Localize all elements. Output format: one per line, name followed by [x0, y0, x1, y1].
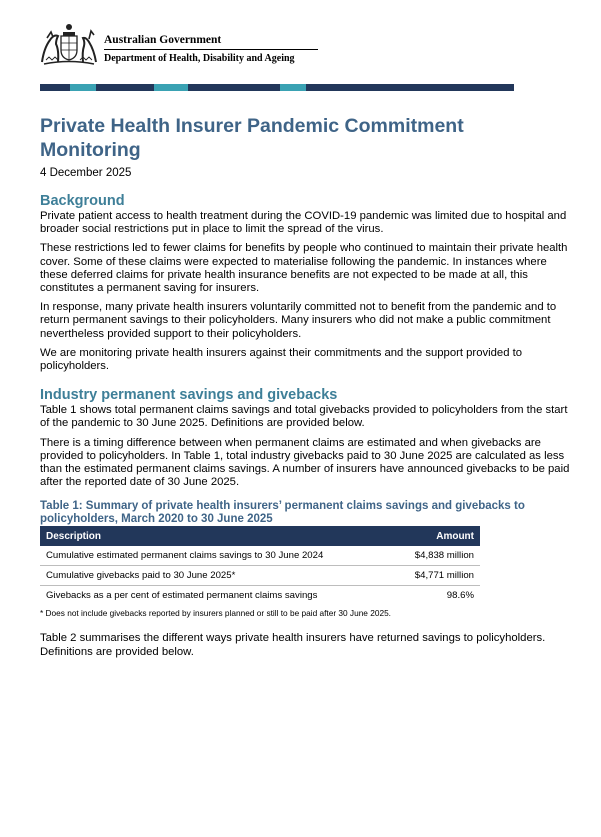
summary-table [40, 526, 480, 605]
paragraph: In response, many private health insurers voluntarily committed not to benefit from the pandemic and to return permanent savings to their policyholders. Many insurers who did not make a public commitment nevertheless provided support to their policyholders. [40, 301, 557, 340]
page-title: Private Health Insurer Pandemic Commitment Monitoring [40, 115, 464, 161]
paragraph: Table 1 shows total permanent claims savings and total givebacks provided to policyholders from the start of the pandemic to 30 June 2025. Definitions are provided below. [40, 404, 568, 430]
row-amount: $4,771 million [393, 566, 480, 586]
column-header-amount: Amount [393, 526, 480, 546]
government-branding [104, 33, 318, 65]
row-amount: $4,838 million [393, 546, 480, 566]
header-color-stripe [40, 84, 514, 91]
paragraph: There is a timing difference between when permanent claims are estimated and when givebacks are provided to policyholders. In Table 1, total industry givebacks paid to 30 June 2025 are calculated as less than the estimated permanent claims savings. A number of insurers have announced givebacks to be paid after the reported date of 30 June 2025. [40, 436, 570, 489]
stripe-segment [154, 84, 188, 91]
row-amount: 98.6% [446, 590, 474, 602]
table-row [40, 566, 480, 586]
paragraph: Private patient access to health treatment during the COVID-19 pandemic was limited due to hospital and broader social restrictions put in place to limit the spread of the virus. [40, 210, 567, 236]
table-header-row [40, 526, 480, 546]
row-description: Cumulative givebacks paid to 30 June 2025* [40, 566, 393, 586]
table-row [40, 586, 480, 606]
coat-of-arms-icon [38, 22, 100, 66]
stripe-segment [96, 84, 154, 91]
branding-divider [104, 49, 318, 50]
department-name: Department of Health, Disability and Ageing [104, 53, 295, 64]
paragraph: We are monitoring private health insurers against their commitments and the support provided to policyholders. [40, 346, 523, 373]
document-body [40, 193, 570, 665]
section-heading-background: Background [40, 193, 125, 209]
stripe-segment [70, 84, 96, 91]
row-description: Cumulative estimated permanent claims savings to 30 June 2024 [40, 546, 393, 566]
stripe-segment [40, 84, 70, 91]
paragraph: These restrictions led to fewer claims for benefits by people who continued to maintain their private health cover. Some of these claims were expected to materialise following the pandemic. In instances where these deferred claims for private health insurance benefits are not expected to be made at all, this constitutes a permanent saving for insurers. [40, 242, 568, 295]
stripe-segment [280, 84, 306, 91]
stripe-segment [306, 84, 514, 91]
document-date: 4 December 2025 [40, 167, 132, 179]
table-footnote: * Does not include givebacks reported by insurers planned or still to be paid after 30 June 2025. [40, 608, 391, 619]
column-header-description: Description [40, 526, 393, 546]
row-description: Givebacks as a per cent of estimated permanent claims savings [46, 590, 318, 602]
section-heading-savings: Industry permanent savings and givebacks [40, 387, 338, 404]
paragraph: Table 2 summarises the different ways private health insurers have returned savings to policyholders. Definitions are provided below. [40, 632, 546, 658]
table-caption: Table 1: Summary of private health insurers’ permanent claims savings and givebacks to policyholders, March 2020 to 30 June 2025 [40, 500, 525, 526]
government-name: Australian Government [104, 34, 222, 46]
table-row [40, 546, 480, 566]
stripe-segment [188, 84, 280, 91]
